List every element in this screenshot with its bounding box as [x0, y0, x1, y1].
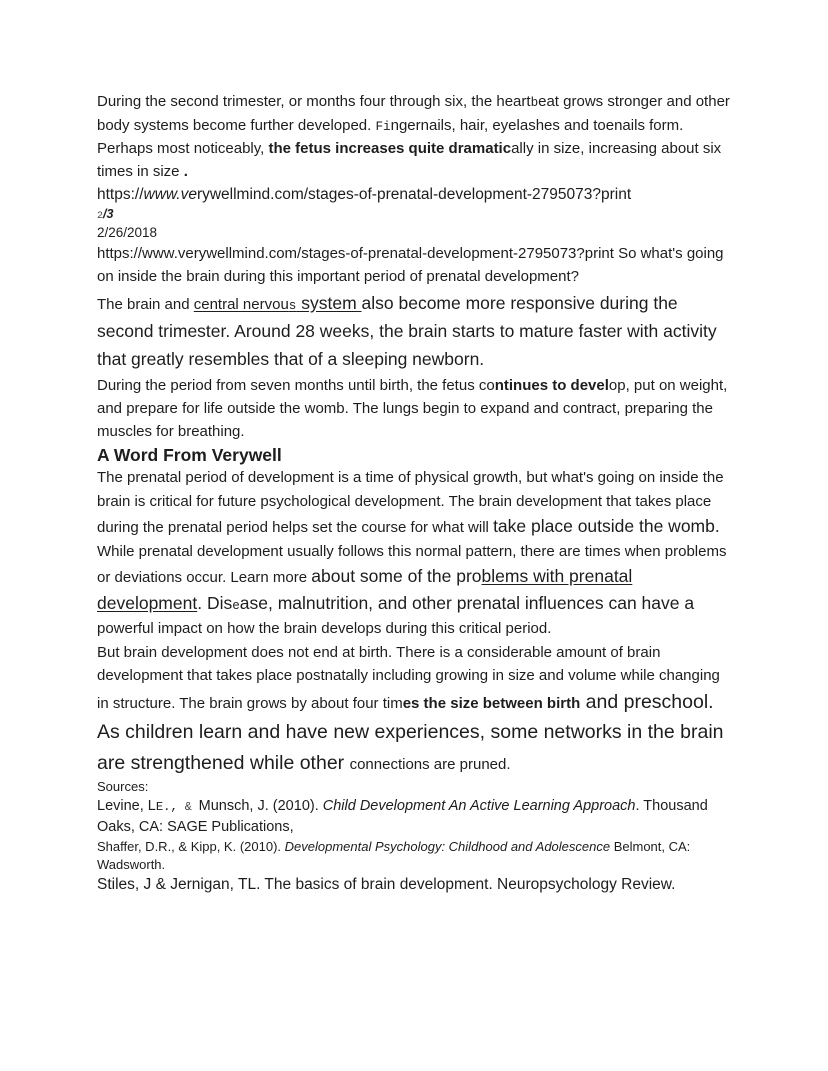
- cite-stiles-jernigan: [97, 874, 730, 896]
- document-body: [97, 90, 730, 897]
- para-brain-cns: [97, 289, 730, 374]
- text-run: connections are pruned.: [349, 755, 511, 773]
- text-run: ally in size, increasing about six times in size: [97, 140, 722, 181]
- text-run: &: [177, 800, 199, 814]
- text-run: During the period from seven months until birth, the fetus co: [97, 376, 495, 394]
- text-run: 2/26/2018: [97, 225, 158, 240]
- text-run: and preschool. As children learn and have new experiences, some networks in the brain are strengthened while other: [97, 691, 724, 774]
- text-run: During the second trimester, or months four through six, the heart: [97, 93, 531, 110]
- cite-levine-munsch: [97, 796, 730, 838]
- text-run: e: [232, 599, 240, 614]
- text-run: about some of the pro: [311, 566, 482, 587]
- text-run: also become more responsive during the second trimester. Around 28 weeks, the brain starts to mature faster with activity that greatly resembles that of a sleeping newborn.: [97, 292, 717, 370]
- text-run: A Word From Verywell: [97, 444, 282, 465]
- text-run: Developmental Psychology: Childhood and Adolescence: [284, 839, 611, 854]
- text-run: /3: [103, 207, 114, 221]
- text-run: While prenatal development usually follows this normal pattern, there are times when problems or deviations occur. Learn more: [97, 542, 727, 587]
- text-run: s: [288, 298, 297, 313]
- text-run: https://: [97, 185, 144, 203]
- text-run: . Thousand Oaks, CA: SAGE Publications,: [97, 797, 708, 835]
- url-line: [97, 184, 730, 206]
- text-run: Munsch, J. (2010).: [198, 797, 323, 814]
- text-run: central nervou: [193, 295, 289, 313]
- cite-shaffer-kipp: [97, 838, 730, 874]
- para-url-question: [97, 242, 730, 289]
- text-run: Sources:: [97, 778, 149, 794]
- para-prenatal-growth: [97, 466, 730, 540]
- para-postnatal-development: [97, 641, 730, 778]
- text-run: Child Development An Active Learning Approach: [322, 797, 636, 814]
- inline-link[interactable]: blems with prenatal development: [97, 566, 633, 614]
- text-run: The prenatal period of development is a time of physical growth, but what's going on inside the brain is critical for future psychological development. The brain development that takes place during the prenatal period helps set the course for what will: [97, 469, 724, 536]
- text-run: rywellmind.com/stages-of-prenatal-development-2795073?print: [196, 185, 632, 203]
- text-run: .: [179, 163, 188, 181]
- text-run: The brain and: [97, 295, 194, 313]
- sources-label: [97, 778, 730, 796]
- text-run: But brain development does not end at birth. There is a considerable amount of brain development that takes place postnatally including growing in size and volume while changing in structure. The brain grows by about four tim: [97, 643, 720, 713]
- text-run: eat grows stronger and other body systems become further developed.: [97, 93, 730, 134]
- text-run: powerful impact on how the brain develops during this critical period.: [97, 620, 552, 638]
- heading-word-from-verywell: [97, 444, 730, 467]
- text-run: E.,: [155, 799, 178, 814]
- text-run: take place outside the womb.: [493, 515, 720, 536]
- text-run: https://www.verywellmind.com/stages-of-prenatal-development-2795073?print So what's going on inside the brain during this important period of prenatal development?: [97, 245, 724, 286]
- text-run: Shaffer, D.R., & Kipp, K. (2010).: [97, 839, 285, 854]
- text-run: Belmont, CA: Wadsworth.: [97, 839, 691, 873]
- text-run: op, put on weight, and prepare for life outside the womb. The lungs begin to expand and contract, preparing the muscles for breathing.: [97, 376, 728, 441]
- date-line: [97, 224, 730, 242]
- para-seven-months: [97, 374, 730, 444]
- para-problems-deviations: [97, 540, 730, 641]
- text-run: b: [530, 96, 539, 110]
- text-run: ase, malnutrition, and other prenatal influences can have a: [239, 593, 695, 614]
- text-run: the fetus increases quite dramatic: [268, 140, 512, 158]
- inline-link[interactable]: system: [296, 292, 362, 313]
- text-run: www.ve: [143, 185, 197, 203]
- para-second-trimester: [97, 90, 730, 184]
- text-run: es the size between birth: [402, 695, 581, 713]
- text-run: ntinues to devel: [494, 376, 609, 394]
- text-run: 2: [97, 211, 104, 222]
- text-run: Fi: [375, 119, 391, 134]
- text-run: ngernails, hair, eyelashes and toenails form. Perhaps most noticeably,: [97, 116, 684, 158]
- text-run: Stiles, J & Jernigan, TL. The basics of brain development. Neuropsychology Review.: [97, 876, 676, 894]
- text-run: . Dis: [197, 593, 233, 614]
- page-number: [97, 206, 730, 224]
- text-run: Levine, L: [97, 797, 156, 814]
